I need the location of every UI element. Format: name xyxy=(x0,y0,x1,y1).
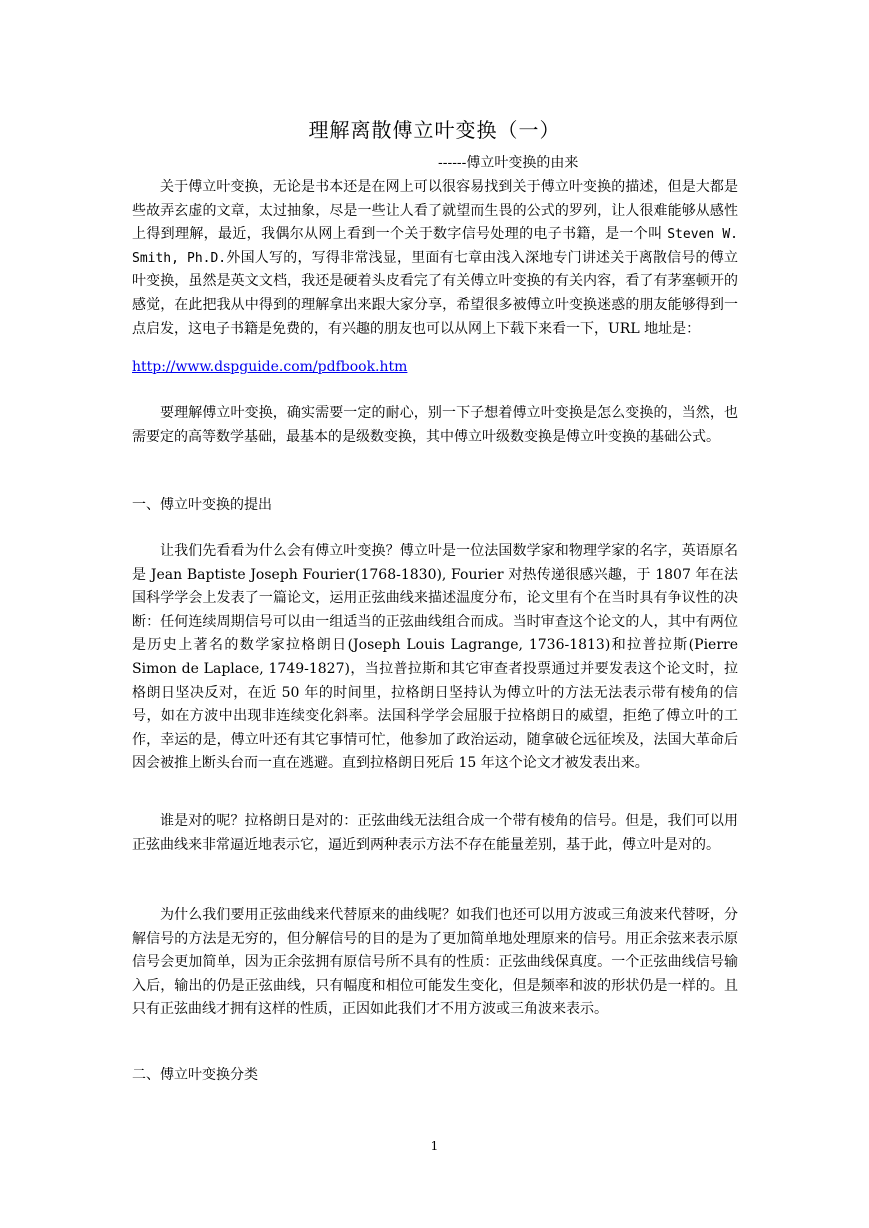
intro-text-start: 关于傅立叶变换，无论是书本还是在网上可以很容易找到关于傅立叶变换的描述，但是大都是些故弄玄虚的文章，太过抽象，尽是一些让人看了就望而生畏的公式的罗列，让人很难能够从感性上得到理解，最近，我偶尔从网上看到一个关于数字信号处理的电子书籍，是一个叫 xyxy=(132,179,738,243)
paragraph-why-sine: 为什么我们要用正弦曲线来代替原来的曲线呢？如我们也还可以用方波或三角波来代替呀，分解信号的方法是无穷的，但分解信号的目的是为了更加简单地处理原来的信号。用正余弦来表示原信号会更加简单，因为正余弦拥有原信号所不具有的性质：正弦曲线保真度。一个正弦曲线信号输入后，输出的仍是正弦曲线，只有幅度和相位可能发生变化，但是频率和波的形状仍是一样的。且只有正弦曲线才拥有这样的性质，正因如此我们才不用方波或三角波来表示。 xyxy=(132,907,738,1018)
paragraph-who-is-right: 谁是对的呢？拉格朗日是对的：正弦曲线无法组合成一个带有棱角的信号。但是，我们可以用正弦曲线来非常逼近地表示它，逼近到两种表示方法不存在能量差别，基于此，傅立叶是对的。 xyxy=(132,813,738,853)
intro-text-end: 外国人写的，写得非常浅显，里面有七章由浅入深地专门讲述关于离散信号的傅立叶变换，虽然是英文文档，我还是硬着头皮看完了有关傅立叶变换的有关内容，看了有茅塞顿开的感觉，在此把我从中得到的理解拿出来跟大家分享，希望很多被傅立叶变换迷惑的朋友能够得到一点启发，这电子书籍是免费的，有兴趣的朋友也可以从网上下载下来看一下，URL 地址是： xyxy=(132,249,738,337)
section-heading-2: 二、傅立叶变换分类 xyxy=(132,1067,258,1083)
url-paragraph xyxy=(132,356,738,380)
document-subtitle: ------傅立叶变换的由来 xyxy=(438,155,579,171)
dspguide-link[interactable]: http://www.dspguide.com/pdfbook.htm xyxy=(132,359,408,375)
document-title: 理解离散傅立叶变换（一） xyxy=(308,118,561,142)
page-number: 1 xyxy=(430,1139,439,1153)
paragraph-history: 让我们先看看为什么会有傅立叶变换？傅立叶是一位法国数学家和物理学家的名字，英语原名是 Jean Baptiste Joseph Fourier(1768-1830), Fourier 对热传递很感兴趣，于 1807 年在法国科学学会上发表了一篇论文，运用正弦曲线来描述温度分布，论文里有个在当时具有争议性的决断：任何连续周期信号可以由一组适当的正弦曲线组合而成。当时审查这个论文的人，其中有两位是历史上著名的数学家拉格朗日(Joseph Louis Lagrange, 1736-1813)和拉普拉斯(Pierre Simon de Laplace, 1749-1827)，当拉普拉斯和其它审查者投票通过并要发表这个论文时，拉格朗日坚决反对，在近 50 年的时间里，拉格朗日坚持认为傅立叶的方法无法表示带有棱角的信号，如在方波中出现非连续变化斜率。法国科学学会屈服于拉格朗日的威望，拒绝了傅立叶的工作，幸运的是，傅立叶还有其它事情可忙，他参加了政治运动，随拿破仑远征埃及，法国大革命后因会被推上断头台而一直在逃避。直到拉格朗日死后 15 年这个论文才被发表出来。 xyxy=(132,543,738,772)
paragraph-intro-2: 要理解傅立叶变换，确实需要一定的耐心，别一下子想着傅立叶变换是怎么变换的，当然，也需要定的高等数学基础，最基本的是级数变换，其中傅立叶级数变换是傅立叶变换的基础公式。 xyxy=(132,405,738,445)
intro-paragraph xyxy=(132,176,738,341)
section-heading-1: 一、傅立叶变换的提出 xyxy=(132,497,272,513)
author-name: Steven W. Smith, Ph.D. xyxy=(132,227,738,266)
